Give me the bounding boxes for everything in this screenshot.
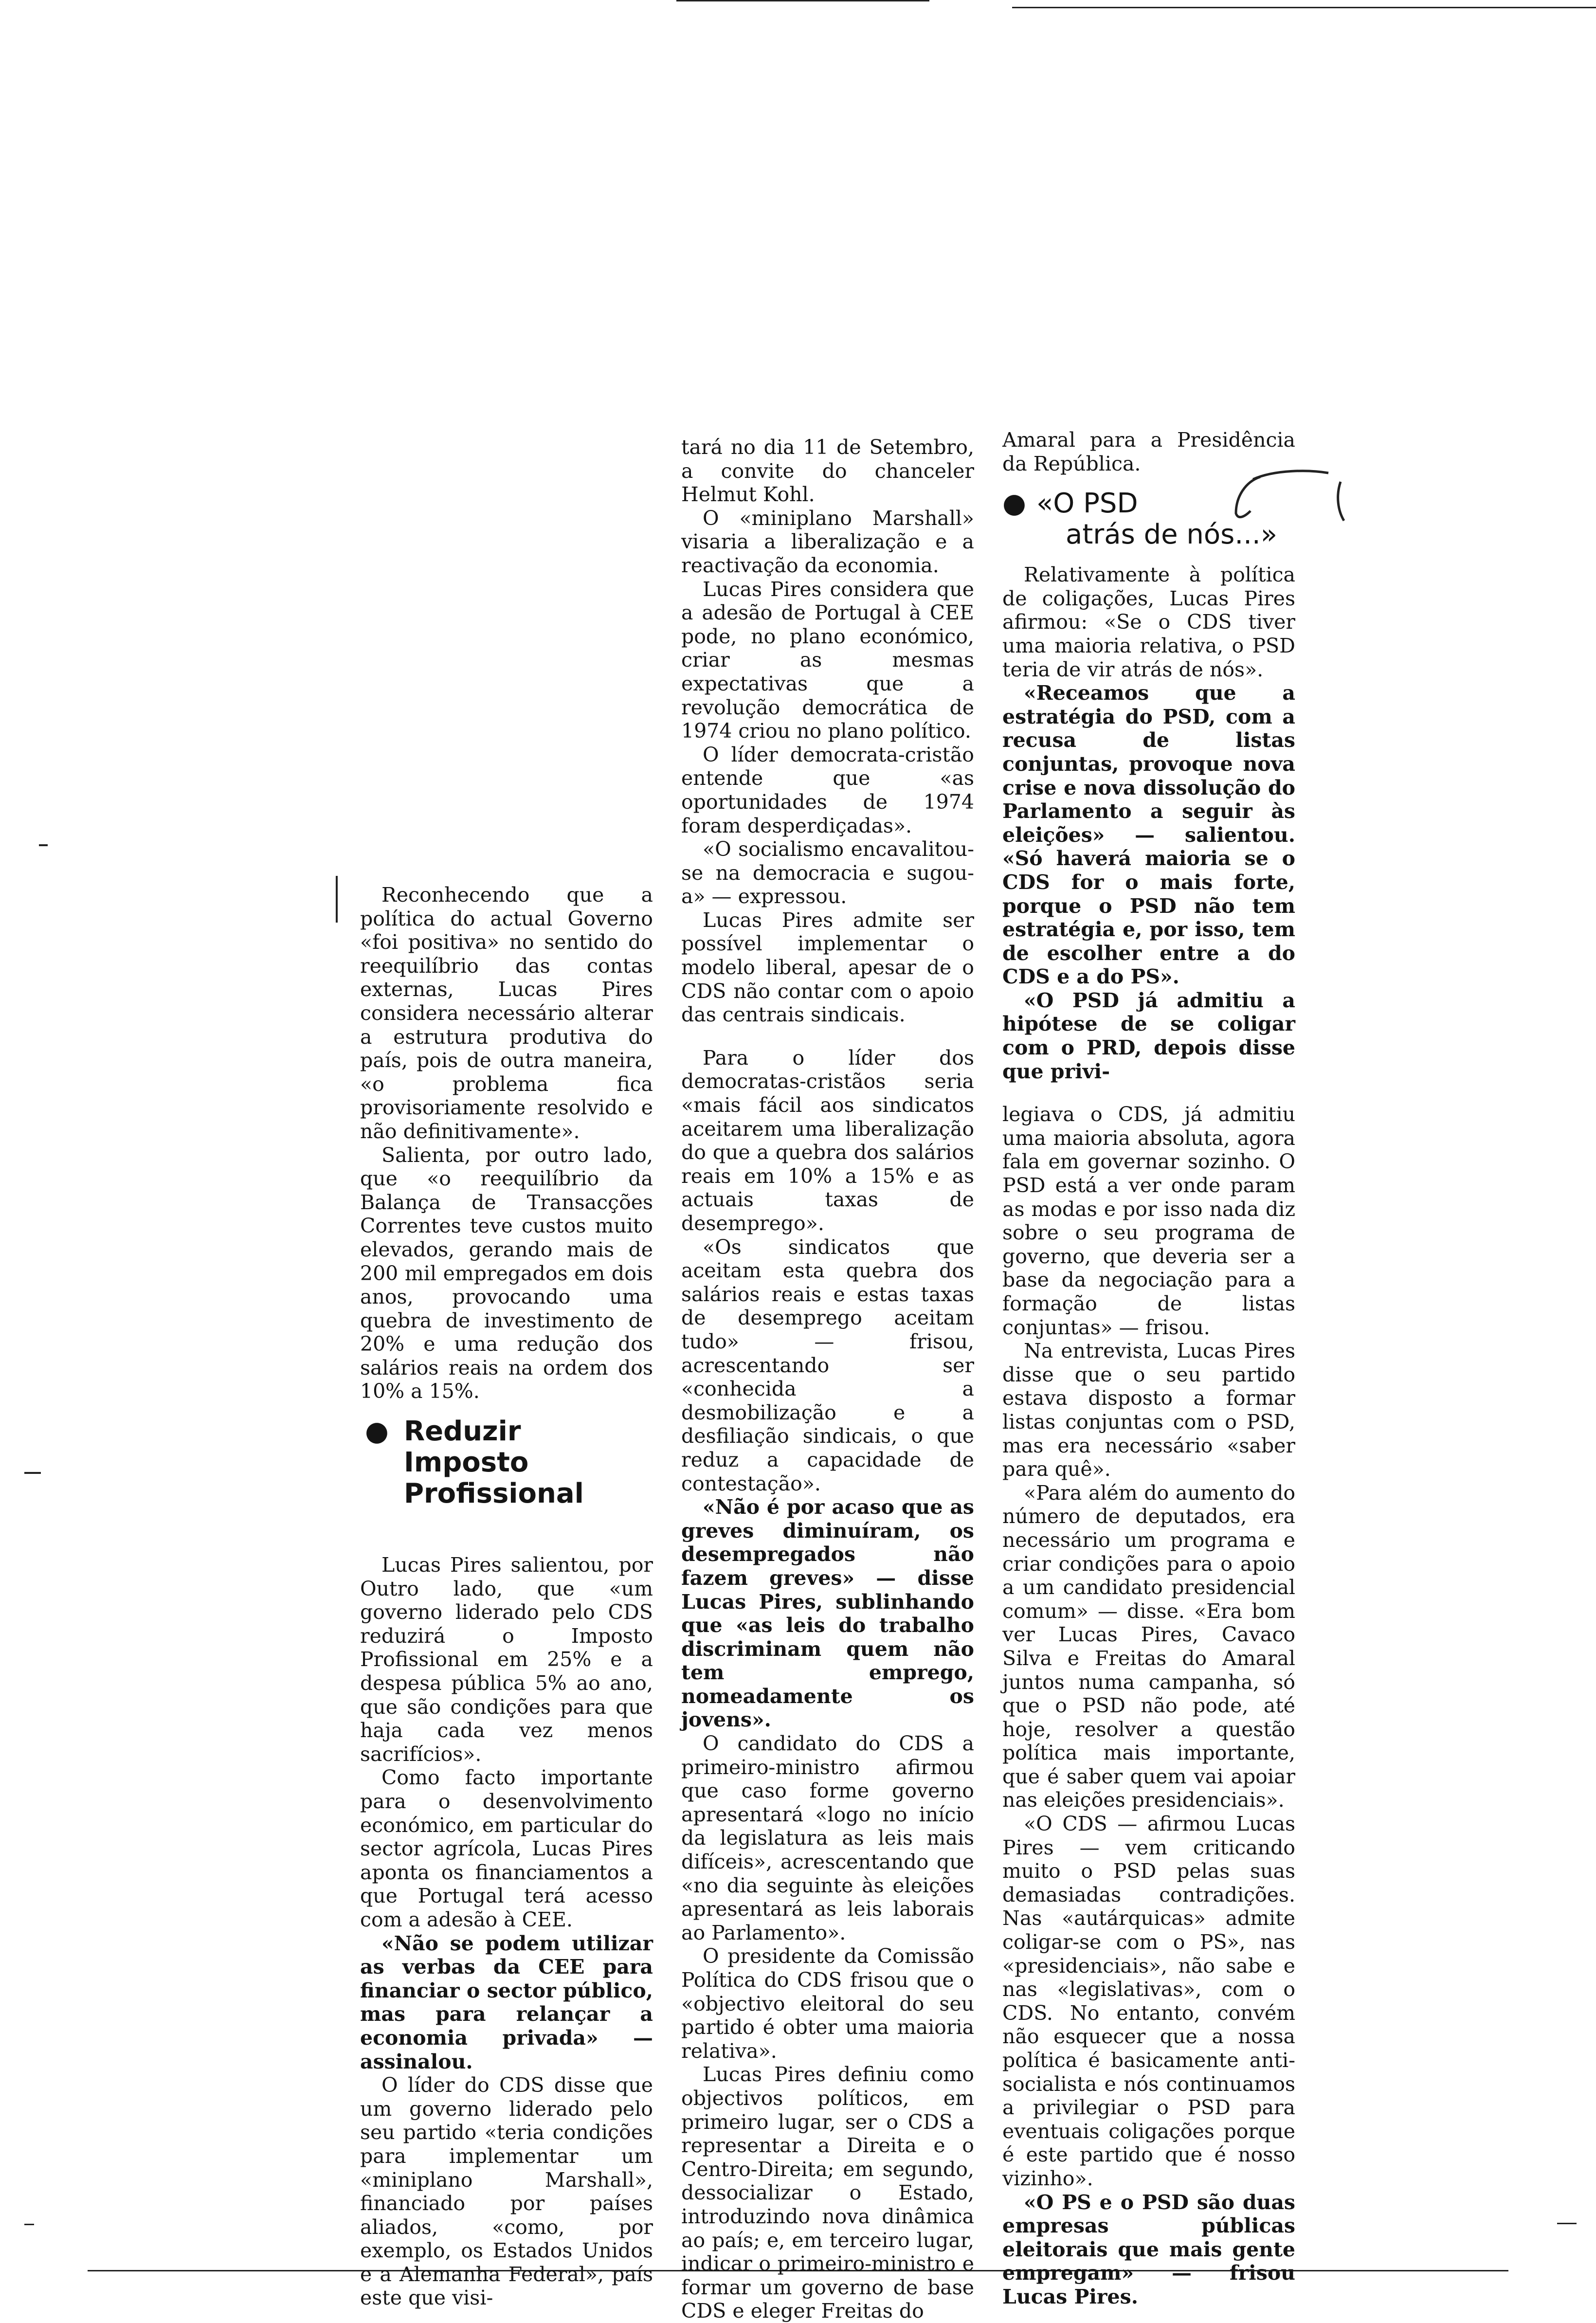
paragraph: «O PS e o PSD são duas empresas públicas eleitorais que mais gente empregam» — frisou Lucas Pires. [1002, 2190, 1295, 2308]
subheading-line-1: «O PSD [1036, 488, 1138, 520]
paragraph: Lucas Pires considera que a adesão de Portugal à CEE pode, no plano económico, criar as mesmas expectativas que a revolução democrática de 1974 criou no plano político. [681, 577, 974, 743]
paragraph: «Não se podem utilizar as verbas da CEE para financiar o sector público, mas para relançar a economia privada» — assinalou. [360, 1931, 653, 2073]
paragraph: «Receamos que a estratégia do PSD, com a recusa de listas conjuntas, provoque nova crise e nova dissolução do Parlamento a seguir às eleições» — salientou. «Só haverá maioria se o CDS for o mais forte, porque o PSD não tem estratégia e, por isso, tem de escolher entre a do CDS e a do PS». [1002, 681, 1295, 989]
section-subheading [360, 1416, 653, 1509]
article-column-3 [1002, 428, 1295, 2309]
paragraph: O líder do CDS disse que um governo liderado pelo seu partido «teria condições para implementar um «miniplano Marshall», financiado por países aliados, «como, por exemplo, os Estados Unidos e a Alemanha Federal», país este que visi- [360, 2073, 653, 2310]
paragraph: «O socialismo encavalitou-se na democracia e sugou-a» — expressou. [681, 837, 974, 908]
article-column-2 [681, 436, 974, 2323]
paragraph: Na entrevista, Lucas Pires disse que o seu partido estava disposto a formar listas conjuntas com o PSD, mas era necessário «saber para quê». [1002, 1339, 1295, 1481]
scan-edge-line [1012, 7, 1596, 8]
paragraph: Para o líder dos democratas-cristãos seria «mais fácil aos sindicatos aceitarem uma liberalização do que a quebra dos salários reais em 10% a 15% e as actuais taxas de desemprego». [681, 1046, 974, 1235]
paragraph: Lucas Pires definiu como objectivos políticos, em primeiro lugar, ser o CDS a representar a Direita e o Centro-Direita; em segundo, dessocializar o Estado, introduzindo nova dinâmica ao país; e, em terceiro lugar, indicar o primeiro-ministro e formar um governo de base CDS e eleger Freitas do [681, 2063, 974, 2323]
scan-margin-mark [24, 2224, 34, 2225]
article-column-1 [360, 883, 653, 2310]
paragraph: «O CDS — afirmou Lucas Pires — vem criticando muito o PSD pelas suas demasiadas contradições. Nas «autárquicas» admite coligar-se com o PS», nas «presidenciais», não sabe e nas «legislativas», com o CDS. No entanto, convém não esquecer que a nossa política é basicamente anti-socialista e nós continuamos a privilegiar o PSD para eventuais coligações porque é este partido que é nosso vizinho». [1002, 1812, 1295, 2190]
subheading-text: Reduzir Imposto Profissional [404, 1416, 584, 1510]
paragraph: O líder democrata-cristão entende que «as oportunidades de 1974 foram desperdiçadas». [681, 743, 974, 837]
paragraph: «Não é por acaso que as greves diminuíram, os desempregados não fazem greves» — disse Lucas Pires, sublinhando que «as leis do trabalho discriminam quem não tem emprego, nomeadamente os jovens». [681, 1495, 974, 1732]
paragraph: legiava o CDS, já admitiu uma maioria absoluta, agora fala em governar sozinho. O PSD está a ver onde param as modas e por isso nada diz sobre o seu programa de governo, que deveria ser a base da negociação para a formação de listas conjuntas» — frisou. [1002, 1103, 1295, 1339]
scan-edge-line [676, 0, 929, 1]
paragraph: O candidato do CDS a primeiro-ministro afirmou que caso forme governo apresentará «logo no início da legislatura as leis mais difíceis», acrescentando que «no dia seguinte às eleições apresentará as leis laborais ao Parlamento». [681, 1732, 974, 1944]
paragraph: O «miniplano Marshall» visaria a liberalização e a reactivação da economia. [681, 506, 974, 577]
paragraph: Como facto importante para o desenvolvimento económico, em particular do sector agrícola, Lucas Pires aponta os financiamentos a que Portugal terá acesso com a adesão à CEE. [360, 1766, 653, 1931]
subheading-line-2: atrás de nós...» [1066, 519, 1277, 551]
scan-margin-mark [1557, 2223, 1577, 2224]
handwritten-scribble [1216, 467, 1353, 545]
paragraph: Salienta, por outro lado, que «o reequilíbrio da Balança de Transacções Correntes teve custos muito elevados, gerando mais de 200 mil empregados em dois anos, provocando uma quebra de investimento de 20% e uma redução dos salários reais na ordem dos 10% a 15%. [360, 1143, 653, 1403]
paragraph: Lucas Pires admite ser possível implementar o modelo liberal, apesar de o CDS não contar com o apoio das centrais sindicais. [681, 908, 974, 1027]
paragraph: O presidente da Comissão Política do CDS frisou que o «objectivo eleitoral do seu partido é obter uma maioria relativa». [681, 1944, 974, 2063]
paragraph: Lucas Pires salientou, por Outro lado, que «um governo liderado pelo CDS reduzirá o Imposto Profissional em 25% e a despesa pública 5% ao ano, que são condições para que haja cada vez menos sacrifícios». [360, 1553, 653, 1766]
paragraph: «Os sindicatos que aceitam esta quebra dos salários reais e estas taxas de desemprego aceitam tudo» — frisou, acrescentando ser «conhecida a desmobilização e a desfiliação sindicais, o que reduz a capacidade de contestação». [681, 1235, 974, 1495]
paragraph: Reconhecendo que a política do actual Governo «foi positiva» no sentido do reequilíbrio das contas externas, Lucas Pires considera necessário alterar a estrutura produtiva do país, pois de outra maneira, «o problema fica provisoriamente resolvido e não definitivamente». [360, 883, 653, 1143]
paragraph: «O PSD já admitiu a hipótese de se coligar com o PRD, depois disse que privi- [1002, 988, 1295, 1083]
scan-margin-mark [24, 1472, 41, 1474]
paragraph: Amaral para a Presidência da República. [1002, 428, 1295, 475]
bullet-icon: ● [1002, 488, 1026, 520]
paragraph: «Para além do aumento do número de deputados, era necessário um programa e criar condições para o apoio a um candidato presidencial comum» — disse. «Era bom ver Lucas Pires, Cavaco Silva e Freitas do Amaral juntos numa campanha, só que o PSD não pode, até hoje, resolver a questão política mais importante, que é saber quem vai apoiar nas eleições presidenciais». [1002, 1481, 1295, 1812]
paragraph: Relativamente à política de coligações, Lucas Pires afirmou: «Se o CDS tiver uma maioria relativa, o PSD teria de vir atrás de nós». [1002, 563, 1295, 681]
bullet-icon: ● [365, 1416, 389, 1448]
scan-margin-mark [39, 844, 48, 846]
scan-margin-mark [336, 876, 338, 923]
paragraph: tará no dia 11 de Setembro, a convite do chanceler Helmut Kohl. [681, 436, 974, 507]
